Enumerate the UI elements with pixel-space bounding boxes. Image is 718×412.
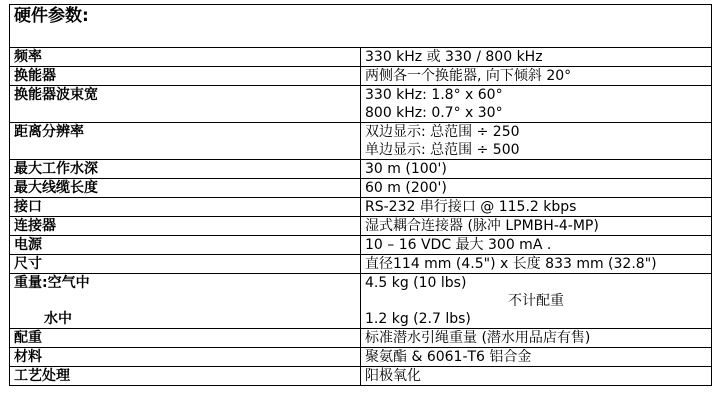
spec-value: 阳极氧化 — [361, 367, 712, 386]
spec-row-max-cable — [10, 179, 712, 198]
spec-label: 材料 — [10, 348, 361, 367]
spec-value — [361, 274, 712, 329]
spec-label: 最大工作水深 — [10, 160, 361, 179]
spec-row-beamwidth — [10, 86, 712, 123]
spec-label — [10, 274, 361, 329]
spec-label: 连接器 — [10, 217, 361, 236]
spec-title: 硬件参数: — [10, 5, 712, 48]
spec-row-weight — [10, 274, 712, 329]
spec-value: 60 m (200') — [361, 179, 712, 198]
spec-label: 换能器波束宽 — [10, 86, 361, 123]
spec-label: 最大线缆长度 — [10, 179, 361, 198]
spec-value: 330 kHz: 1.8° x 60° 800 kHz: 0.7° x 30° — [361, 86, 712, 123]
spec-value: 直径114 mm (4.5") x 长度 833 mm (32.8") — [361, 255, 712, 274]
spec-label: 距离分辨率 — [10, 123, 361, 160]
spec-row-range-resolution — [10, 123, 712, 160]
spec-value: 330 kHz 或 330 / 800 kHz — [361, 48, 712, 67]
spec-label: 接口 — [10, 198, 361, 217]
spec-value: 双边显示: 总范围 ÷ 250 单边显示: 总范围 ÷ 500 — [361, 123, 712, 160]
weight-water-label: 水中 — [44, 311, 72, 327]
spec-row-transducer — [10, 67, 712, 86]
spec-value: 两侧各一个换能器, 向下倾斜 20° — [361, 67, 712, 86]
spec-label: 尺寸 — [10, 255, 361, 274]
spec-row-max-depth — [10, 160, 712, 179]
hardware-spec-table — [9, 4, 712, 386]
spec-title-row — [10, 5, 712, 48]
spec-value: 聚氨酯 & 6061-T6 铝合金 — [361, 348, 712, 367]
spec-label: 配重 — [10, 329, 361, 348]
spec-value: 30 m (100') — [361, 160, 712, 179]
spec-label: 工艺处理 — [10, 367, 361, 386]
spec-row-connector — [10, 217, 712, 236]
spec-row-material — [10, 348, 712, 367]
spec-label: 电源 — [10, 236, 361, 255]
spec-value: 湿式耦合连接器 (脉冲 LPMBH-4-MP) — [361, 217, 712, 236]
spec-row-frequency — [10, 48, 712, 67]
weight-air-value: 4.5 kg (10 lbs) — [365, 275, 467, 291]
weight-air-label: 重量:空气中 — [14, 275, 90, 291]
spec-row-interface — [10, 198, 712, 217]
spec-label: 换能器 — [10, 67, 361, 86]
spec-row-finish — [10, 367, 712, 386]
spec-label: 频率 — [10, 48, 361, 67]
spec-row-power — [10, 236, 712, 255]
spec-value: 标准潜水引绳重量 (潜水用品店有售) — [361, 329, 712, 348]
weight-water-value: 1.2 kg (2.7 lbs) — [365, 311, 471, 327]
spec-value: RS-232 串行接口 @ 115.2 kbps — [361, 198, 712, 217]
spec-row-ballast — [10, 329, 712, 348]
spec-row-dimensions — [10, 255, 712, 274]
spec-value: 10 – 16 VDC 最大 300 mA . — [361, 236, 712, 255]
weight-note: 不计配重 — [508, 293, 564, 309]
